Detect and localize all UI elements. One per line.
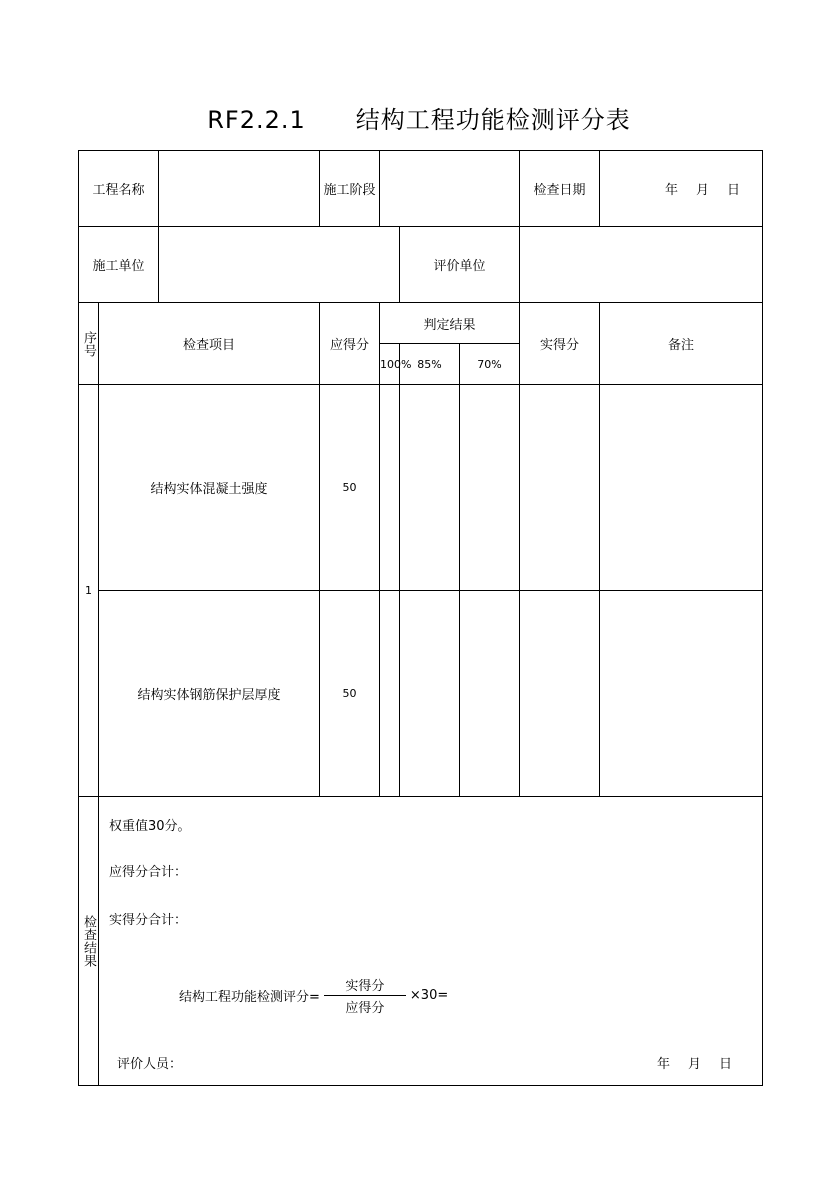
stage-value[interactable] xyxy=(380,151,520,227)
result-row xyxy=(79,797,763,1086)
construction-unit-value[interactable] xyxy=(159,227,400,303)
score-cell: 50 xyxy=(320,385,380,591)
judgement-header: 判定结果 xyxy=(380,303,520,344)
construction-unit-label: 施工单位 xyxy=(79,227,159,303)
pct85-header: 85% xyxy=(400,344,460,385)
item-header: 检查项目 xyxy=(99,303,320,385)
header-row-2 xyxy=(79,227,763,303)
project-name-value[interactable] xyxy=(159,151,320,227)
actual-score-header: 实得分 xyxy=(520,303,600,385)
evaluator-label[interactable]: 评价人员： xyxy=(117,1057,183,1072)
eval-unit-label: 评价单位 xyxy=(400,227,520,303)
formula-numerator: 实得分 xyxy=(324,975,406,996)
pct85-cell[interactable] xyxy=(400,591,460,797)
seq-cell: 1 xyxy=(79,385,99,797)
formula-right: ×30= xyxy=(409,988,449,1003)
seq-header: 序号 xyxy=(79,303,99,385)
pct100-header: 100% xyxy=(380,344,400,385)
eval-year: 年 xyxy=(657,1057,671,1072)
date-year: 年 xyxy=(665,183,679,198)
formula-fraction xyxy=(324,975,406,1016)
pct70-cell[interactable] xyxy=(460,385,520,591)
pct70-header: 70% xyxy=(460,344,520,385)
item-cell: 结构实体混凝土强度 xyxy=(99,385,320,591)
score-table xyxy=(78,150,763,1086)
score-formula xyxy=(179,975,448,1016)
stage-label: 施工阶段 xyxy=(320,151,380,227)
check-date-value[interactable] xyxy=(600,151,763,227)
table-row xyxy=(79,385,763,591)
pct100-cell[interactable] xyxy=(380,591,400,797)
date-day: 日 xyxy=(727,183,741,198)
date-month: 月 xyxy=(696,183,710,198)
result-label: 检查结果 xyxy=(79,797,99,1086)
actual-total-text[interactable]: 实得分合计： xyxy=(109,913,188,928)
pct85-cell[interactable] xyxy=(400,385,460,591)
remark-cell[interactable] xyxy=(600,591,763,797)
eval-day: 日 xyxy=(719,1057,733,1072)
column-header-row-1 xyxy=(79,303,763,344)
item-cell: 结构实体钢筋保护层厚度 xyxy=(99,591,320,797)
should-total-text[interactable]: 应得分合计： xyxy=(109,865,188,880)
header-row-1 xyxy=(79,151,763,227)
form-name: 结构工程功能检测评分表 xyxy=(355,106,631,134)
check-date-label: 检查日期 xyxy=(520,151,600,227)
weight-text: 权重值30分。 xyxy=(109,819,191,834)
eval-unit-value[interactable] xyxy=(520,227,763,303)
pct70-cell[interactable] xyxy=(460,591,520,797)
form-code: RF2.2.1 xyxy=(207,106,306,134)
formula-denominator: 应得分 xyxy=(345,1001,385,1016)
evaluation-date[interactable] xyxy=(639,1053,732,1072)
remark-header: 备注 xyxy=(600,303,763,385)
pct100-cell[interactable] xyxy=(380,385,400,591)
actual-score-cell[interactable] xyxy=(520,591,600,797)
table-row xyxy=(79,591,763,797)
project-name-label: 工程名称 xyxy=(79,151,159,227)
remark-cell[interactable] xyxy=(600,385,763,591)
score-cell: 50 xyxy=(320,591,380,797)
should-score-header: 应得分 xyxy=(320,303,380,385)
result-content xyxy=(99,797,763,1086)
actual-score-cell[interactable] xyxy=(520,385,600,591)
page-title xyxy=(0,100,838,135)
formula-left: 结构工程功能检测评分= xyxy=(179,990,320,1005)
eval-month: 月 xyxy=(688,1057,702,1072)
